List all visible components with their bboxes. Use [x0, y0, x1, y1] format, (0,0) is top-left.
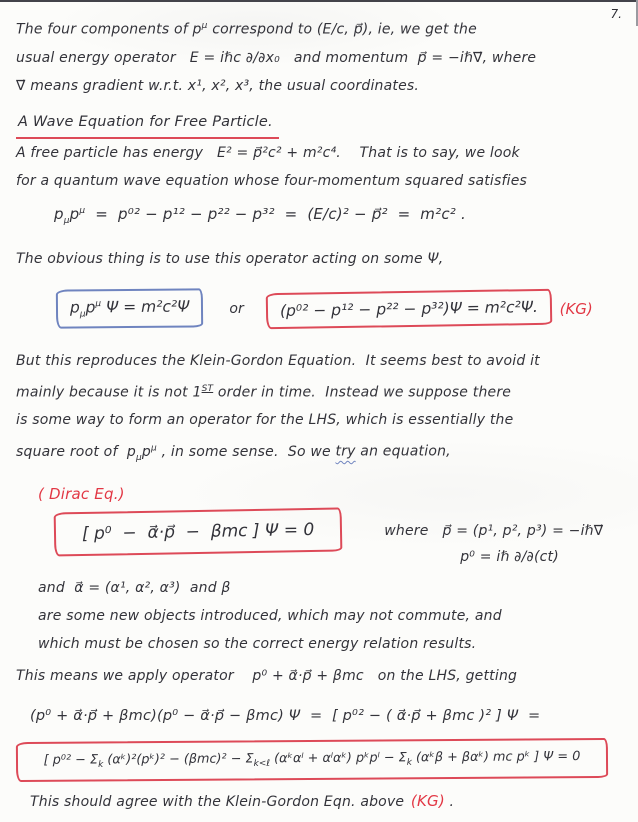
section-heading [16, 108, 620, 139]
klein-gordon-equation-row [56, 281, 620, 337]
footer-kg-tag: (KG) [410, 792, 445, 811]
or-label: or [229, 300, 244, 317]
discussion-line-4 [16, 434, 620, 471]
discussion-line-3: is some way to form an operator for the LHS, which is essentially the [16, 412, 514, 429]
section-heading-text: A Wave Equation for Free Particle. [16, 108, 279, 139]
dirac-equation-box: [ p⁰ − α⃗·p⃗ − βmc ] Ψ = 0 [54, 507, 343, 556]
discussion-line-2: mainly because it is not 1ST order in time. Instead we suppose there [16, 383, 512, 401]
new-objects-line-1: are some new objects introduced, which may not commute, and [38, 607, 502, 624]
discussion-paragraph [16, 347, 620, 472]
free-particle-line-1: A free particle has energy E² = p⃗²c² + m²c⁴. That is to say, we look [16, 144, 520, 161]
klein-gordon-blue-box: $p_\mu p^\mu$ Ψ = m²c²Ψ [56, 288, 204, 328]
discussion-line-4-pre: square root of $p_\mu p^\mu$ , in some sense. So we [16, 443, 336, 463]
new-objects-line-2: which must be chosen so the correct energy relation results. [38, 635, 477, 652]
footer-period: . [444, 794, 455, 811]
where-definitions [384, 510, 603, 570]
footer-line [30, 787, 620, 816]
page-number: 7. [610, 7, 622, 21]
klein-gordon-red-box: (p⁰² − p¹² − p²² − p³²)Ψ = m²c²Ψ. [265, 288, 551, 328]
apply-operator-line: This means we apply operator p⁰ + α⃗·p⃗ + βmc on the LHS, getting [16, 667, 518, 684]
final-equation-row [16, 740, 620, 780]
intro-line-1: The four components of $p^\mu$ correspond to (E/c, p⃗), ie, we get the [16, 21, 477, 38]
four-momentum-equation: $p_\mu p^\mu = p^{02} - p^{12} - p^{22} - p^{32} = (E/c)^2$ − p⃗² = m²c² . [54, 204, 466, 226]
discussion-line-1: But this reproduces the Klein-Gordon Equation. It seems best to avoid it [16, 352, 540, 369]
intro-line-3: ∇⃗ means gradient w.r.t. x¹, x², x³, the usual coordinates. [16, 77, 420, 94]
operator-intro-line: The obvious thing is to use this operator acting on some Ψ, [16, 250, 444, 267]
alpha-definition-line: and α⃗ = (α¹, α², α³) and β [38, 579, 231, 596]
try-word-emphasized: try [335, 443, 356, 460]
footer-text: This should agree with the Klein-Gordon Eqn. above [30, 794, 409, 811]
intro-line-2: usual energy operator E = iℏc ∂/∂x₀ and momentum p⃗ = −iℏ∇⃗, where [16, 49, 537, 66]
kg-tag: (KG) [559, 299, 593, 318]
dirac-equation-row [54, 510, 620, 570]
expansion-product-equation: (p⁰ + α⃗·p⃗ + βmc)(p⁰ − α⃗·p⃗ − βmc) Ψ = [ p⁰² − ( α⃗·p⃗ + βmc )² ] Ψ = [30, 707, 541, 724]
dirac-eq-label: ( Dirac Eq.) [38, 484, 125, 503]
where-line-2: p⁰ = iℏ ∂/∂(ct) [460, 548, 559, 565]
final-equation-box: [ $p^{02} - \Sigma_k$ (αᵏ)²(pᵏ)² − $(\beta mc)^2 - \Sigma_{k<\ell}$ (αᵏαˡ + αˡαᵏ) pᵏpˡ − $\Sigma_k$ (αᵏβ + βαᵏ) mc pᵏ ] Ψ = 0 [16, 738, 608, 782]
free-particle-line-2: for a quantum wave equation whose four-momentum squared satisfies [16, 172, 528, 189]
where-line-1: where p⃗ = (p¹, p², p³) = −iℏ∇⃗ [384, 522, 604, 539]
discussion-line-4-post: an equation, [355, 443, 451, 460]
